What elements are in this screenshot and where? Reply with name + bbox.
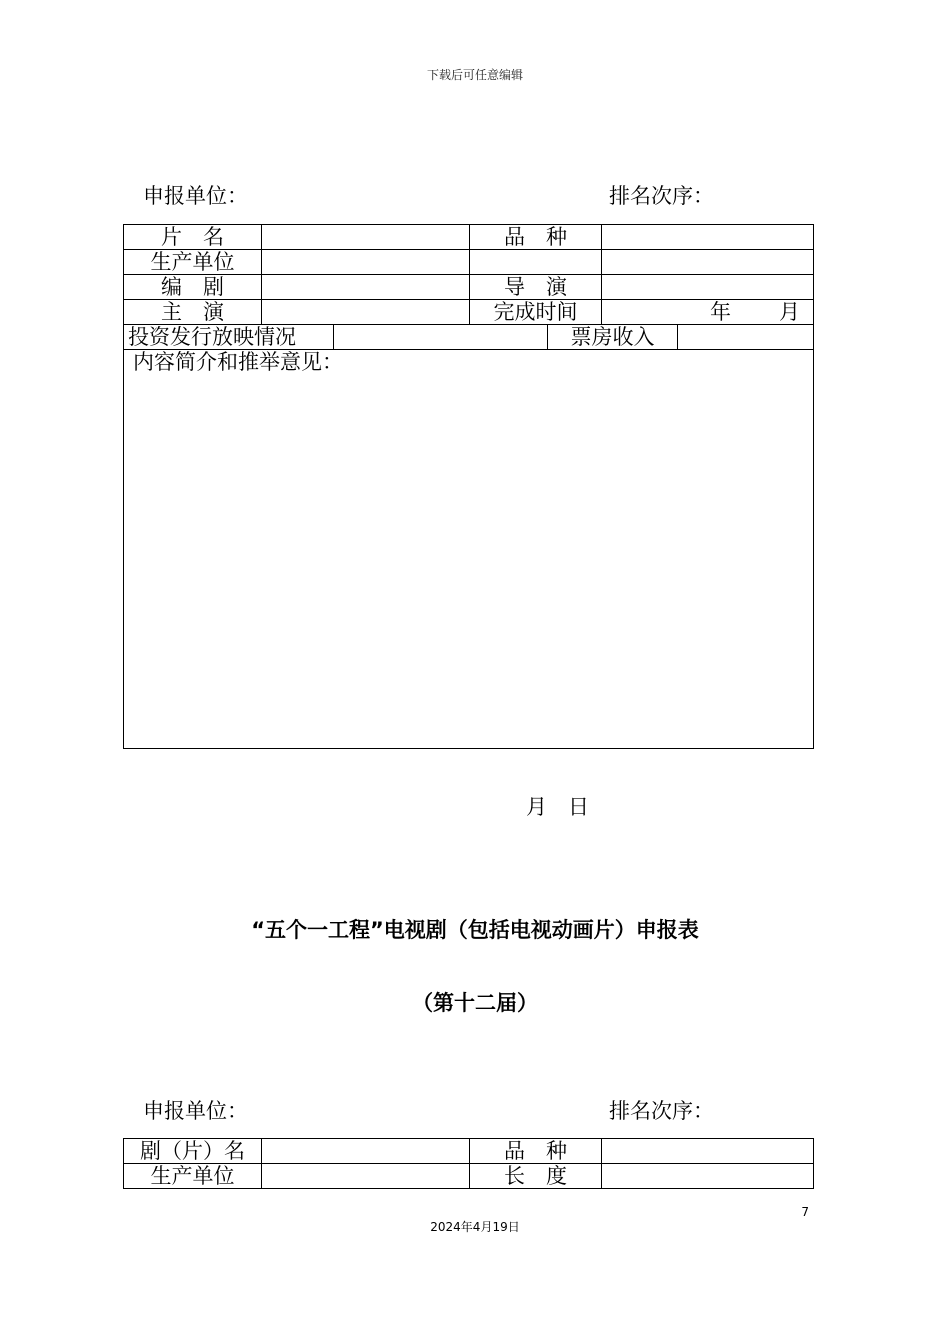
producer-field[interactable] — [262, 250, 470, 275]
summary-cell[interactable] — [124, 350, 814, 749]
title-field[interactable] — [262, 225, 470, 250]
lead-actor-field[interactable] — [262, 300, 470, 325]
header-note: 下载后可任意编辑 — [426, 68, 523, 82]
genre-field[interactable] — [602, 225, 814, 250]
applicant-label-2: 申报单位： — [143, 1099, 248, 1123]
rank-label-2: 排名次序： — [609, 1099, 714, 1123]
drama-title-field[interactable] — [262, 1139, 470, 1164]
year-label: 年 — [710, 300, 731, 324]
form-title: “五个一工程”电视剧（包括电视动画片）申报表 — [251, 918, 699, 942]
completion-label: 完成时间 — [470, 300, 602, 325]
length-field[interactable] — [602, 1164, 814, 1189]
genre-label: 品 种 — [470, 225, 602, 250]
investment-field[interactable] — [334, 325, 548, 350]
producer-label: 生产单位 — [124, 250, 262, 275]
director-label: 导 演 — [470, 275, 602, 300]
footer-date: 2024年4月19日 — [430, 1220, 520, 1234]
producer-field-extra[interactable] — [470, 250, 602, 275]
completion-field[interactable] — [602, 300, 814, 325]
applicant-label: 申报单位： — [143, 184, 248, 208]
page-number: 7 — [801, 1205, 809, 1219]
box-office-field[interactable] — [678, 325, 814, 350]
lead-actor-label: 主 演 — [124, 300, 262, 325]
genre-label-2: 品 种 — [470, 1139, 602, 1164]
writer-label: 编 剧 — [124, 275, 262, 300]
writer-field[interactable] — [262, 275, 470, 300]
length-label: 长 度 — [470, 1164, 602, 1189]
producer-field-extra-2[interactable] — [602, 250, 814, 275]
drama-title-label: 剧（片）名 — [124, 1139, 262, 1164]
box-office-label: 票房收入 — [548, 325, 678, 350]
tv-form-table — [123, 1138, 814, 1189]
form-subtitle: （第十二届） — [412, 991, 538, 1015]
producer-field-2[interactable] — [262, 1164, 470, 1189]
investment-label: 投资发行放映情况 — [124, 325, 334, 350]
date-line: 月 日 — [526, 795, 589, 819]
producer-label-2: 生产单位 — [124, 1164, 262, 1189]
summary-label: 内容简介和推举意见： — [133, 350, 343, 374]
rank-label: 排名次序： — [609, 184, 714, 208]
title-label: 片 名 — [124, 225, 262, 250]
month-label: 月 — [779, 300, 800, 324]
genre-field-2[interactable] — [602, 1139, 814, 1164]
application-form-table — [123, 224, 814, 749]
director-field[interactable] — [602, 275, 814, 300]
